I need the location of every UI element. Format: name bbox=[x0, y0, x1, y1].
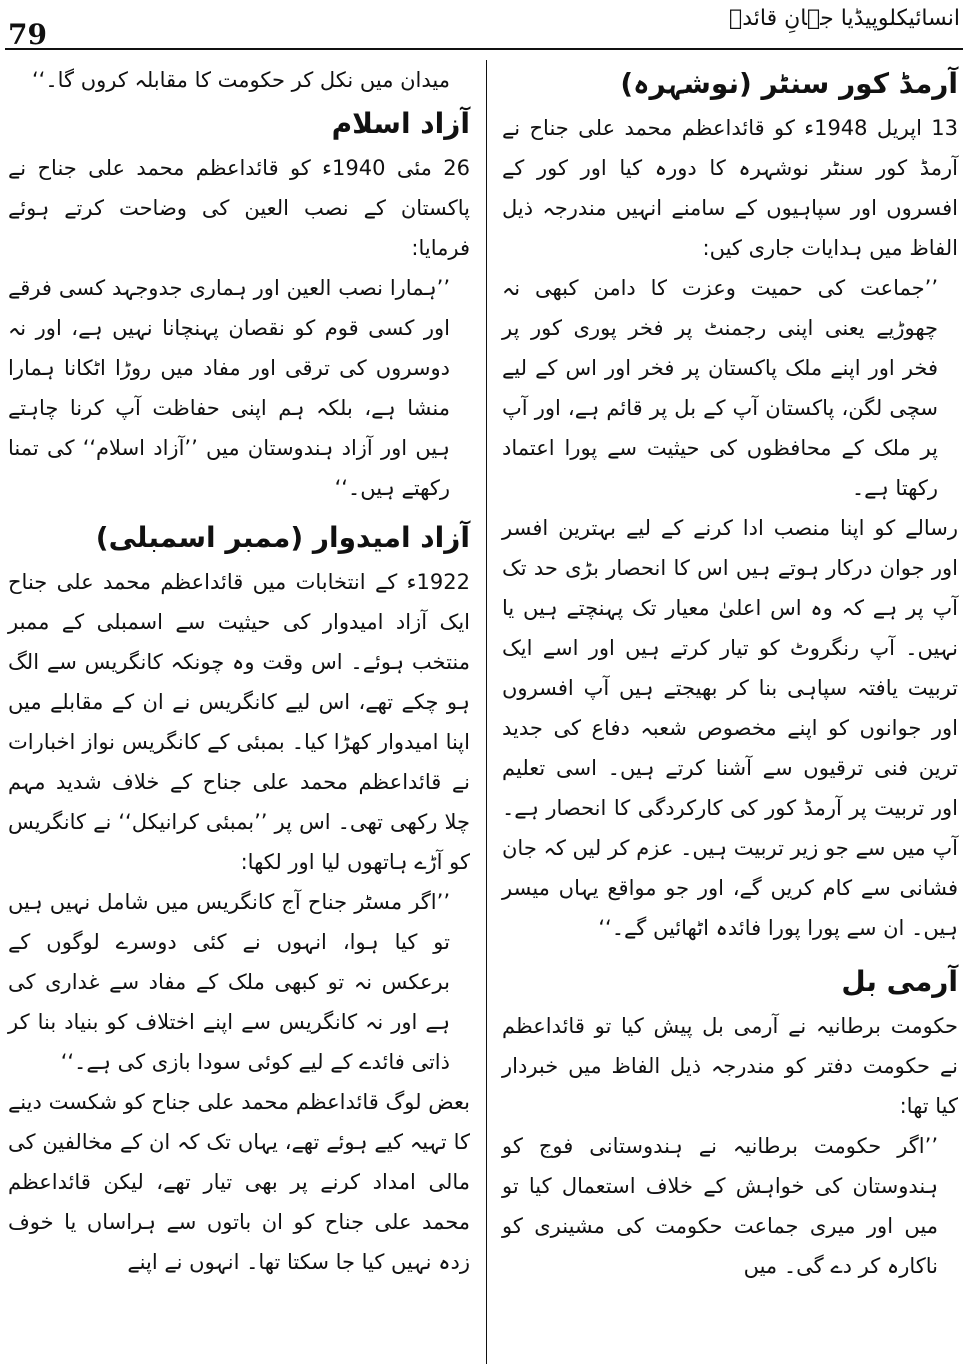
column-divider bbox=[486, 60, 487, 1364]
heading-armoured-corps-centre: آرمڈ کور سنٹر (نوشہرہ) bbox=[620, 67, 958, 100]
paragraph-armoured-corps-continuation: رسالے کو اپنا منصب ادا کرنے کے لیے بہترین افسر اور جوان درکار ہوتے ہیں اس کا انحصار بڑی حد تک آپ پر ہے کہ وہ اس اعلیٰ معیار تک پہنچتے ہیں یا نہیں۔ آپ رنگروٹ کو تیار کرتے ہیں اور اسے ایک تربیت یافتہ سپاہی بنا کر بھیجتے ہیں آپ افسروں اور جوانوں کو اپنے مخصوص شعبہ دفاع کی جدید ترین فنی ترقیوں سے آشنا کرتے ہیں۔ اسی تعلیم اور تربیت پر آرمڈ کور کی کارکردگی کا انحصار ہے۔ آپ میں سے جو زیر تربیت ہیں۔ عزم کر لیں کہ جان فشانی سے کام کریں گے، اور جو مواقع یہاں میسر ہیں۔ ان سے پورا پورا فائدہ اٹھائیں گے۔‘‘ bbox=[502, 516, 958, 940]
paragraph-azad-islam-intro: 26 مئی 1940ء کو قائداعظم محمد علی جناح نے پاکستان کے نصب العین کی وضاحت کرتے ہوئے فرمایا: bbox=[8, 156, 470, 260]
quote-azad-islam: ’’ہمارا نصب العین اور ہماری جدوجہد کسی فرقے اور کسی قوم کو نقصان پہنچانا نہیں ہے، اور نہ دوسروں کی ترقی اور مفاد میں روڑا اٹکانا ہمارا منشا ہے، بلکہ ہم اپنی حفاظت آپ کرنا چاہتے ہیں اور آزاد ہندوستان میں ’’آزاد اسلام‘‘ کی تمنا رکھتے ہیں۔‘‘ bbox=[8, 276, 450, 500]
heading-army-bill: آرمی بل bbox=[841, 965, 958, 998]
paragraph-armoured-corps-intro: 13 اپریل 1948ء کو قائداعظم محمد علی جناح نے آرمڈ کور سنٹر نوشہرہ کا دورہ کیا اور کور کے افسروں اور سپاہیوں کے سامنے انہیں مندرجہ ذیل الفاظ میں ہدایات جاری کیں: bbox=[502, 116, 958, 260]
heading-azad-islam: آزاد اسلام bbox=[331, 107, 470, 140]
header-rule bbox=[5, 48, 963, 50]
quote-armoured-corps: ’’جماعت کی حمیت وعزت کا دامن کبھی نہ چھوڑیے یعنی اپنی رجمنٹ پر فخر پوری کور پر فخر اور اپنے ملک پاکستان پر فخر اور اس کے لیے سچی لگن، پاکستان آپ کے بل پر قائم ہے، اور آپ پر ملک کے محافظوں کی حیثیت سے پورا اعتماد رکھتا ہے۔ bbox=[502, 276, 938, 500]
paragraph-army-bill-intro: حکومت برطانیہ نے آرمی بل پیش کیا تو قائداعظم نے حکومت دفتر کو مندرجہ ذیل الفاظ میں خبردار کیا تھا: bbox=[502, 1014, 958, 1118]
right-column bbox=[502, 60, 958, 1286]
quote-carryover: میدان میں نکل کر حکومت کا مقابلہ کروں گا۔‘‘ bbox=[31, 68, 450, 92]
quote-bombay-chronicle: ’’اگر مسٹر جناح آج کانگریس میں شامل نہیں ہیں تو کیا ہوا، انہوں نے کئی دوسرے لوگوں کے برعکس نہ تو کبھی ملک کے مفاد سے غداری کی ہے اور نہ کانگریس سے اپنے اختلاف کو بنیاد بنا کر ذاتی فائدے کے لیے کوئی سودا بازی کی ہے۔‘‘ bbox=[8, 890, 450, 1074]
page-number: 79 bbox=[8, 18, 47, 51]
quote-army-bill: ’’اگر حکومت برطانیہ نے ہندوستانی فوج کو ہندوستان کی خواہش کے خلاف استعمال کیا تو میں اور میری جماعت حکومت کی مشینری کو ناکارہ کر دے گی۔ میں bbox=[502, 1134, 938, 1278]
left-column bbox=[8, 60, 470, 1282]
heading-independent-candidate: آزاد امیدوار (ممبر اسمبلی) bbox=[95, 521, 470, 554]
paragraph-independent-candidate-closing: بعض لوگ قائداعظم محمد علی جناح کو شکست دینے کا تہیہ کیے ہوئے تھے، یہاں تک کہ ان کے مخالفین کی مالی امداد کرنے پر بھی تیار تھے، لیکن قائداعظم محمد علی جناح کو ان باتوں سے ہراساں یا خوف زدہ نہیں کیا جا سکتا تھا۔ انہوں نے اپنے bbox=[8, 1090, 470, 1274]
running-title: انسائیکلوپیڈیا جہانِ قائدؒ bbox=[729, 6, 960, 31]
spacer bbox=[502, 948, 958, 958]
paragraph-independent-candidate-intro: 1922ء کے انتخابات میں قائداعظم محمد علی جناح ایک آزاد امیدوار کی حیثیت سے اسمبلی کے ممبر منتخب ہوئے۔ اس وقت وہ چونکہ کانگریس سے الگ ہو چکے تھے، اس لیے کانگریس نے ان کے مقابلے میں اپنا امیدوار کھڑا کیا۔ بمبئی کے کانگریس نواز اخبارات نے قائداعظم محمد علی جناح کے خلاف شدید مہم چلا رکھی تھی۔ اس پر ’’بمبئی کرانیکل‘‘ نے کانگریس کو آڑے ہاتھوں لیا اور لکھا: bbox=[8, 570, 470, 874]
